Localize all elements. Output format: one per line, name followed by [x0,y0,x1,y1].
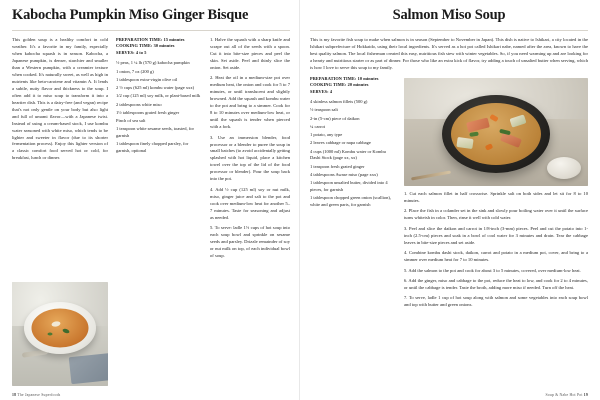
list-item: 4. Combine kombu dashi stock, daikon, carrot and potato in a medium pot, cover, and bring to a simmer over medium heat for 7 to 10 minutes. [404,250,588,263]
left-recipe-title: Kabocha Pumpkin Miso Ginger Bisque [12,7,249,23]
list-item: 1. Cut each salmon fillet in half crosswise. Sprinkle salt on both sides and let sit for 8 to 10 minutes. [404,190,588,203]
list-item: 4. Add ½ cup (125 ml) soy or nut milk, miso, ginger juice and salt to the pot and cook over medium-low heat for another 5–7 minutes. Taste for seasoning and adjust as needed. [210,186,290,220]
list-item: 1 tablespoon finely chopped parsley, for garnish, optional [116,141,189,153]
left-ingredient-list [116,60,202,155]
list-item: 4 tablespoons Awase miso (page xxx) [310,171,378,177]
list-item: 1 potato, any type [310,132,343,138]
list-item: 2. Heat the oil in a medium-size pot over medium heat, the onion and cook for 5 to 7 minutes, or until translucent and slightly browned. Add the squash and kombu water to the pot and bring to a simmer. Cook for 8 to 10 minutes over medium-low heat, or until the squash is tender when pierced with a fork. [210,75,290,130]
list-item: 4 skinless salmon fillets (500 g) [310,99,368,105]
soup-surface [32,308,89,347]
left-recipe-photo [12,282,108,386]
side-bowl [547,157,581,179]
list-item: 2-in (5-cm) piece of daikon [310,115,360,121]
list-item: 1 teaspoon fresh grated ginger [310,163,365,169]
left-cook-time: COOKING TIME: 30 minutes [116,43,175,49]
list-item: 1/2 cup (125 ml) soy milk, or plant-based milk [116,93,201,99]
left-columns [12,37,290,264]
list-item: Pinch of sea salt [116,118,146,123]
right-cook-time: COOKING TIME: 20 minutes [310,82,369,88]
right-columns [310,76,588,313]
list-item: 5. To serve: ladle 1½ cups of hot soup into each soup bowl and sprinkle on sesame seeds and parsley. Drizzle remainder of soy or nut milk on top, of each individual bowl of soup. [210,225,290,259]
list-item: 1 onion, 7 oz (200 g) [116,68,154,74]
right-prep-time: PREPARATION TIME: 10 minutes [310,75,379,81]
right-title-rule [310,30,588,31]
list-item: 1. Halve the squash with a sharp knife and scrape out all of the seeds with a spoon. Cut it into bite-size pieces and peel the skin. Set aside. Peel and thinly slice the onion. Set aside. [210,36,290,70]
list-item: 1 teaspoon white sesame seeds, toasted, for garnish [116,126,194,138]
left-intro-text: This golden soup is a healthy comfort in cold weather. It's a favorite in my family, especially when kabocha squash is in season. Kabocha, a Japanese pumpkin, is denser, starchier and smaller than a Western pumpkin, with a creamier texture when cooked. It's naturally sweet, as well as high in nutrients like beta-carotene and vitamin A. It lends a subtle, nutty flavor and thickness to the soup. I often add it to miso soup to transform it into a heartier dish. This is a dairy-free (and vegan) recipe that's not only gentle on your body but also light and full of umami flavor—with a Japanese twist. Instead of using a cream-based stock, I use kombu water seasoned with white miso, which tends to be lighter and sweeter in flavor (due to its shorter fermentation process). Enjoy this lighter version of a classic comfort food served hot or cold, for breakfast, lunch or dinner. [12,36,108,161]
right-page-number: 19 [583,393,588,397]
list-item: 1½ tablespoons grated fresh ginger [116,109,180,115]
right-footer-title: Soup & Nabe Hot Pot [545,393,583,397]
list-item: 1 tablespoon chopped green onion (scallion), white and green parts, for garnish [310,195,391,207]
list-item: ¼ carrot [310,123,325,129]
right-recipe-photo [404,78,588,186]
list-item: 6. Add the ginger, miso and cabbage to the pot, reduce the heat to low, and cook for 2 to 4 minutes, or until the cabbage is tender. Taste the broth, adding more miso if needed. Turn off the heat. [404,277,588,290]
list-item: 2 ½ cups (625 ml) kombu water (page xxx) [116,85,195,90]
kabocha-soup-illustration [12,282,108,386]
right-footer [546,393,589,397]
list-item: 3. Peel and slice the daikon and carrot in 1/8-inch (3-mm) pieces. Peel and cut the potato into 1-inch (2.5-cm) pieces and soak in a bowl of cool water for 3 minutes and drain. Tear the cabbage leaves in bite-size pieces and set aside. [404,225,588,245]
left-ingredients-column [116,37,202,264]
list-item: 3. Use an immersion blender, food processor or a blender to puree the soup in small batches (to avoid accidentally getting splashed with hot liquid, place a kitchen towel over the top of the lid of the food processor or blender). Pour the soup back into the pot. [210,134,290,182]
right-meta-block [310,76,396,95]
list-item: 2 tablespoons white miso [116,101,162,107]
list-item: 7. To serve, ladle 1 cup of hot soup along with salmon and some vegetables into each soup bowl and top with butter and green onions. [404,295,588,308]
list-item: 1 tablespoon unsalted butter, divided into 4 pieces, for garnish [310,180,388,192]
left-serves: SERVES: 4 to 5 [116,49,147,55]
right-step-list [404,191,588,310]
left-footer-title: The Japanese Superfoods [17,393,61,397]
list-item: 4 cups (1000 ml) Kombu water or Kombu Dashi Stock (page xx, xx) [310,148,386,161]
left-meta-block [116,37,202,56]
left-page-number: 18 [12,393,17,397]
list-item: 2. Place the fish in a colander set in the sink and slowly pour boiling water over it until the surface turns whiteish in color. Then, rinse it well with cold water. [404,208,588,221]
right-ingredient-list [310,99,396,209]
left-method-column [210,37,290,264]
list-item: ½ teaspoon salt [310,107,338,113]
cabbage-leaf [456,137,473,149]
napkin [68,353,108,384]
right-photo-and-method-column [404,76,588,313]
left-step-list [210,37,290,260]
right-intro-text: This is my favorite fish soup to make when salmon is in season (September to November in Japan). This dish is native to Ishikari, a city located in the Ishikari subprefecture of Hokkaido, using their local ingredients. It's served as a hot pot called Ishikari nabe, named after the area, known to have the best quality salmon. The local fisherman created this easy, nutritious fish stew with winter vegetables. So, if you need warming up and are looking for a hearty and nutritious starter or as part of dinner. For those who like an extra kick of flavor, try adding a touch of unsalted butter when serving, which is how I love to serve this soup to my family. [310,36,588,70]
list-item: 5. Add the salmon to the pot and cook for about 3 to 5 minutes, covered, over medium-low heat. [404,267,581,273]
right-serves: SERVES: 4 [310,88,333,94]
salmon-miso-soup-illustration [404,78,588,186]
broth-surface [451,103,541,165]
list-item: 1 tablespoon extra-virgin olive oil [116,76,178,82]
sesame-garnish [48,333,53,336]
left-footer [12,393,61,397]
list-item: 2 leaves cabbage or napa cabbage [310,140,371,146]
left-title-rule [12,30,290,31]
right-page [300,0,600,400]
left-intro-column [12,37,108,264]
left-prep-time: PREPARATION TIME: 15 minutes [116,36,185,42]
list-item: ½ peas, 1 ¼ lb (570 g) kabocha pumpkin [116,60,190,66]
right-ingredients-column [310,76,396,313]
right-recipe-title: Salmon Miso Soup [392,7,506,23]
